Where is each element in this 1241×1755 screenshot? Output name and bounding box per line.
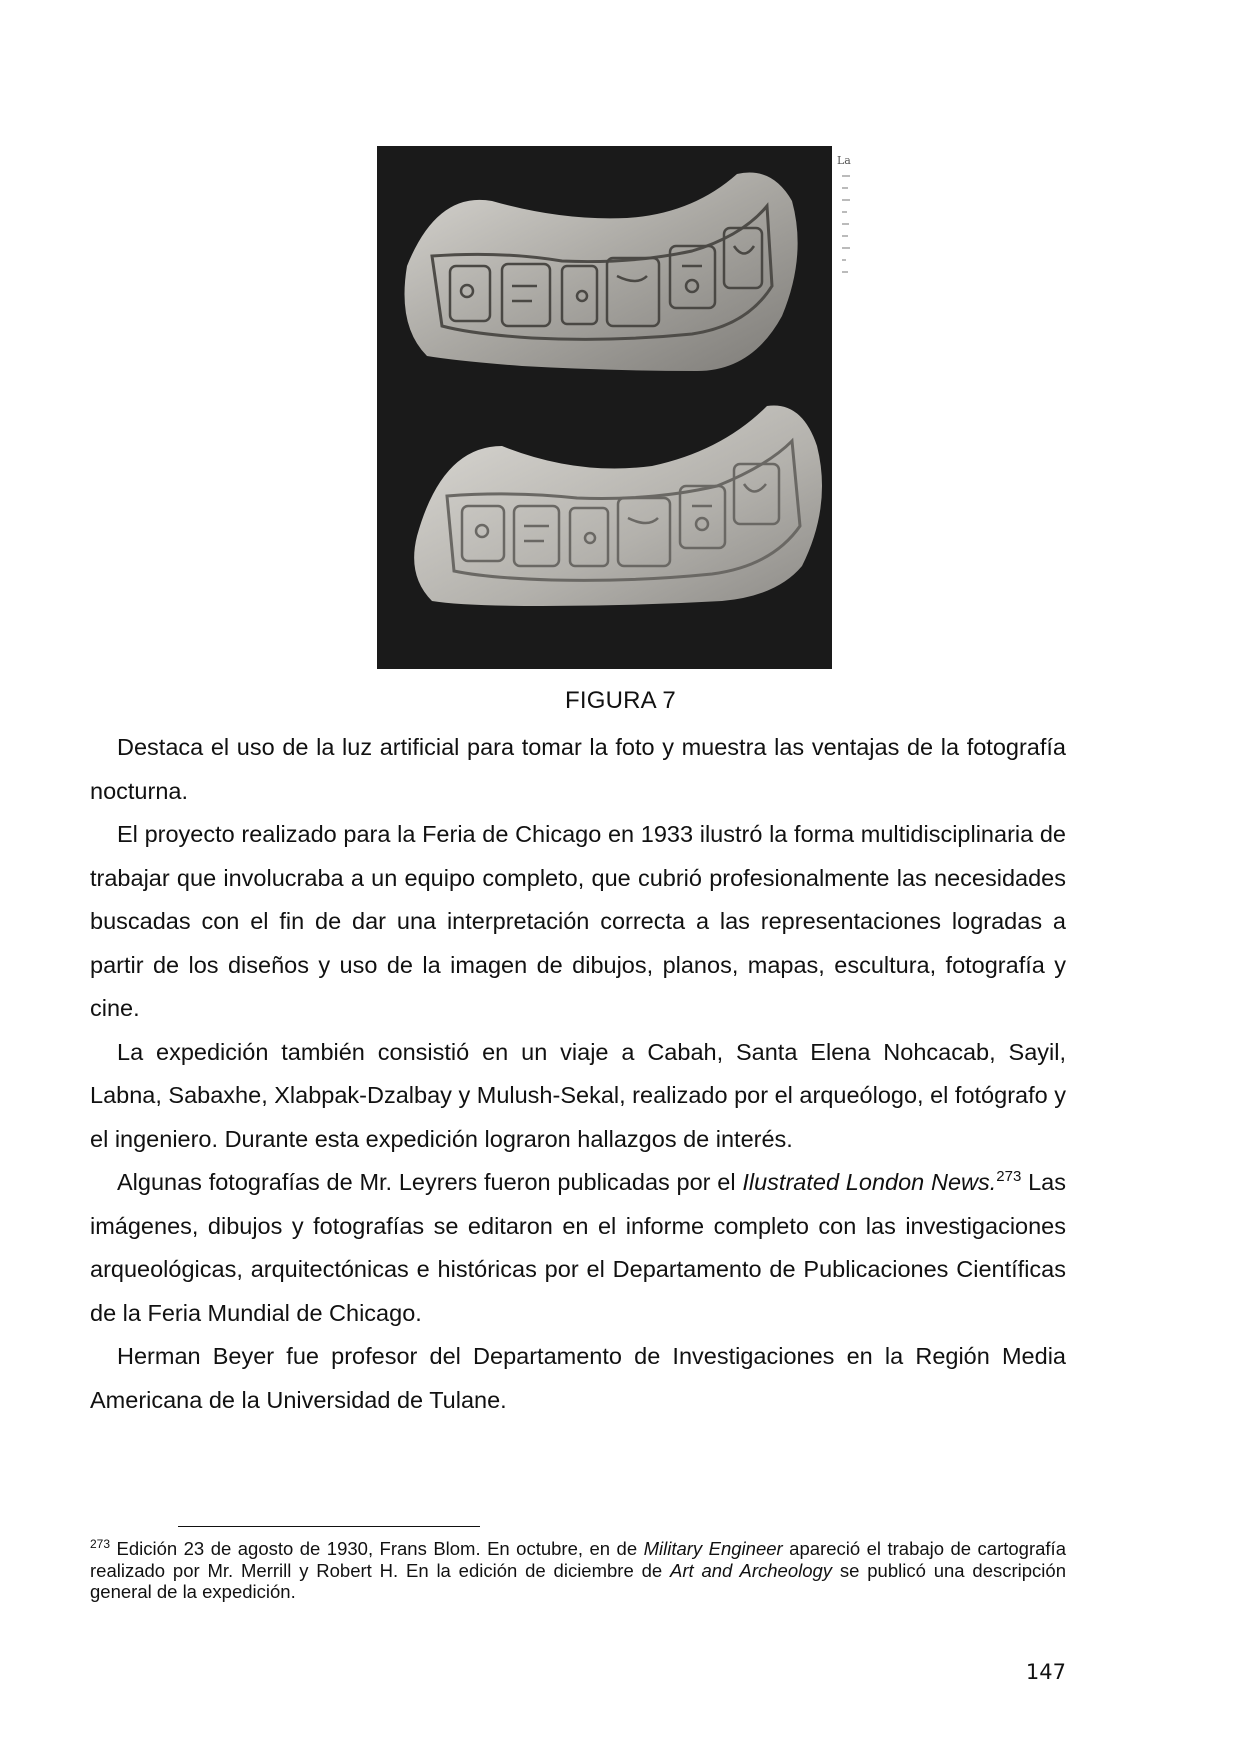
footnote-text-a: Edición 23 de agosto de 1930, Frans Blom. En octubre, en de bbox=[110, 1538, 644, 1559]
footnote-italic-b: Art and Archeology bbox=[670, 1559, 833, 1581]
paragraph-5: Herman Beyer fue profesor del Departamento de Investigaciones en la Región Media Americana de la Universidad de Tulane. bbox=[90, 1343, 1066, 1413]
page-number: 147 bbox=[1025, 1660, 1066, 1684]
footnote-separator bbox=[178, 1526, 480, 1527]
paragraph-3: La expedición también consistió en un viaje a Cabah, Santa Elena Nohcacab, Sayil, Labna, Sabaxhe, Xlabpak-Dzalbay y Mulush-Sekal, realizado por el arqueólogo, el fotógrafo y el ingeniero. Durante esta expedición lograron hallazgos de interés. bbox=[90, 1038, 1066, 1152]
figure-photo bbox=[362, 146, 878, 669]
margin-text-marks bbox=[842, 176, 850, 272]
margin-text-fragment: La bbox=[837, 154, 851, 167]
paragraph-4-end: Las imágenes, dibujos y fotografías se editaron en el informe completo con las investigaciones arqueológicas, arquitectónicas e históricas por el Departamento de Publicaciones Científicas de la Feria Mundial de Chicago. bbox=[90, 1169, 1066, 1326]
footnote bbox=[90, 1538, 1066, 1603]
footnote-reference[interactable]: 273 bbox=[996, 1168, 1022, 1186]
paragraph-4-start: Algunas fotografías de Mr. Leyrers fueron publicadas por el bbox=[117, 1169, 743, 1195]
footnote-text-b: apareció el trabajo de cartografía realizado por Mr. Merrill y Robert H. En la edición de diciembre de bbox=[90, 1538, 1066, 1581]
paragraph-2: El proyecto realizado para la Feria de Chicago en 1933 ilustró la forma multidisciplinaria de trabajar que involucraba a un equipo completo, que cubrió profesionalmente las necesidades buscadas con el fin de dar una interpretación correcta a las representaciones logradas a partir de los diseños y uso de la imagen de dibujos, planos, mapas, escultura, fotografía y cine. bbox=[90, 821, 1066, 1021]
footnote-italic-a: Military Engineer bbox=[643, 1538, 783, 1559]
figure-caption: FIGURA 7 bbox=[565, 687, 676, 714]
carved-stone-fragments-photo bbox=[362, 146, 878, 669]
paragraph-1: Destaca el uso de la luz artificial para tomar la foto y muestra las ventajas de la fotografía nocturna. bbox=[90, 734, 1066, 804]
footnote-number: 273 bbox=[90, 1536, 111, 1551]
paragraph-4 bbox=[90, 1161, 1066, 1335]
body-text bbox=[90, 726, 1066, 1422]
footnote-text-c: se publicó una descripción general de la expedición. bbox=[90, 1559, 1066, 1602]
publication-title: Ilustrated London News. bbox=[742, 1169, 997, 1195]
